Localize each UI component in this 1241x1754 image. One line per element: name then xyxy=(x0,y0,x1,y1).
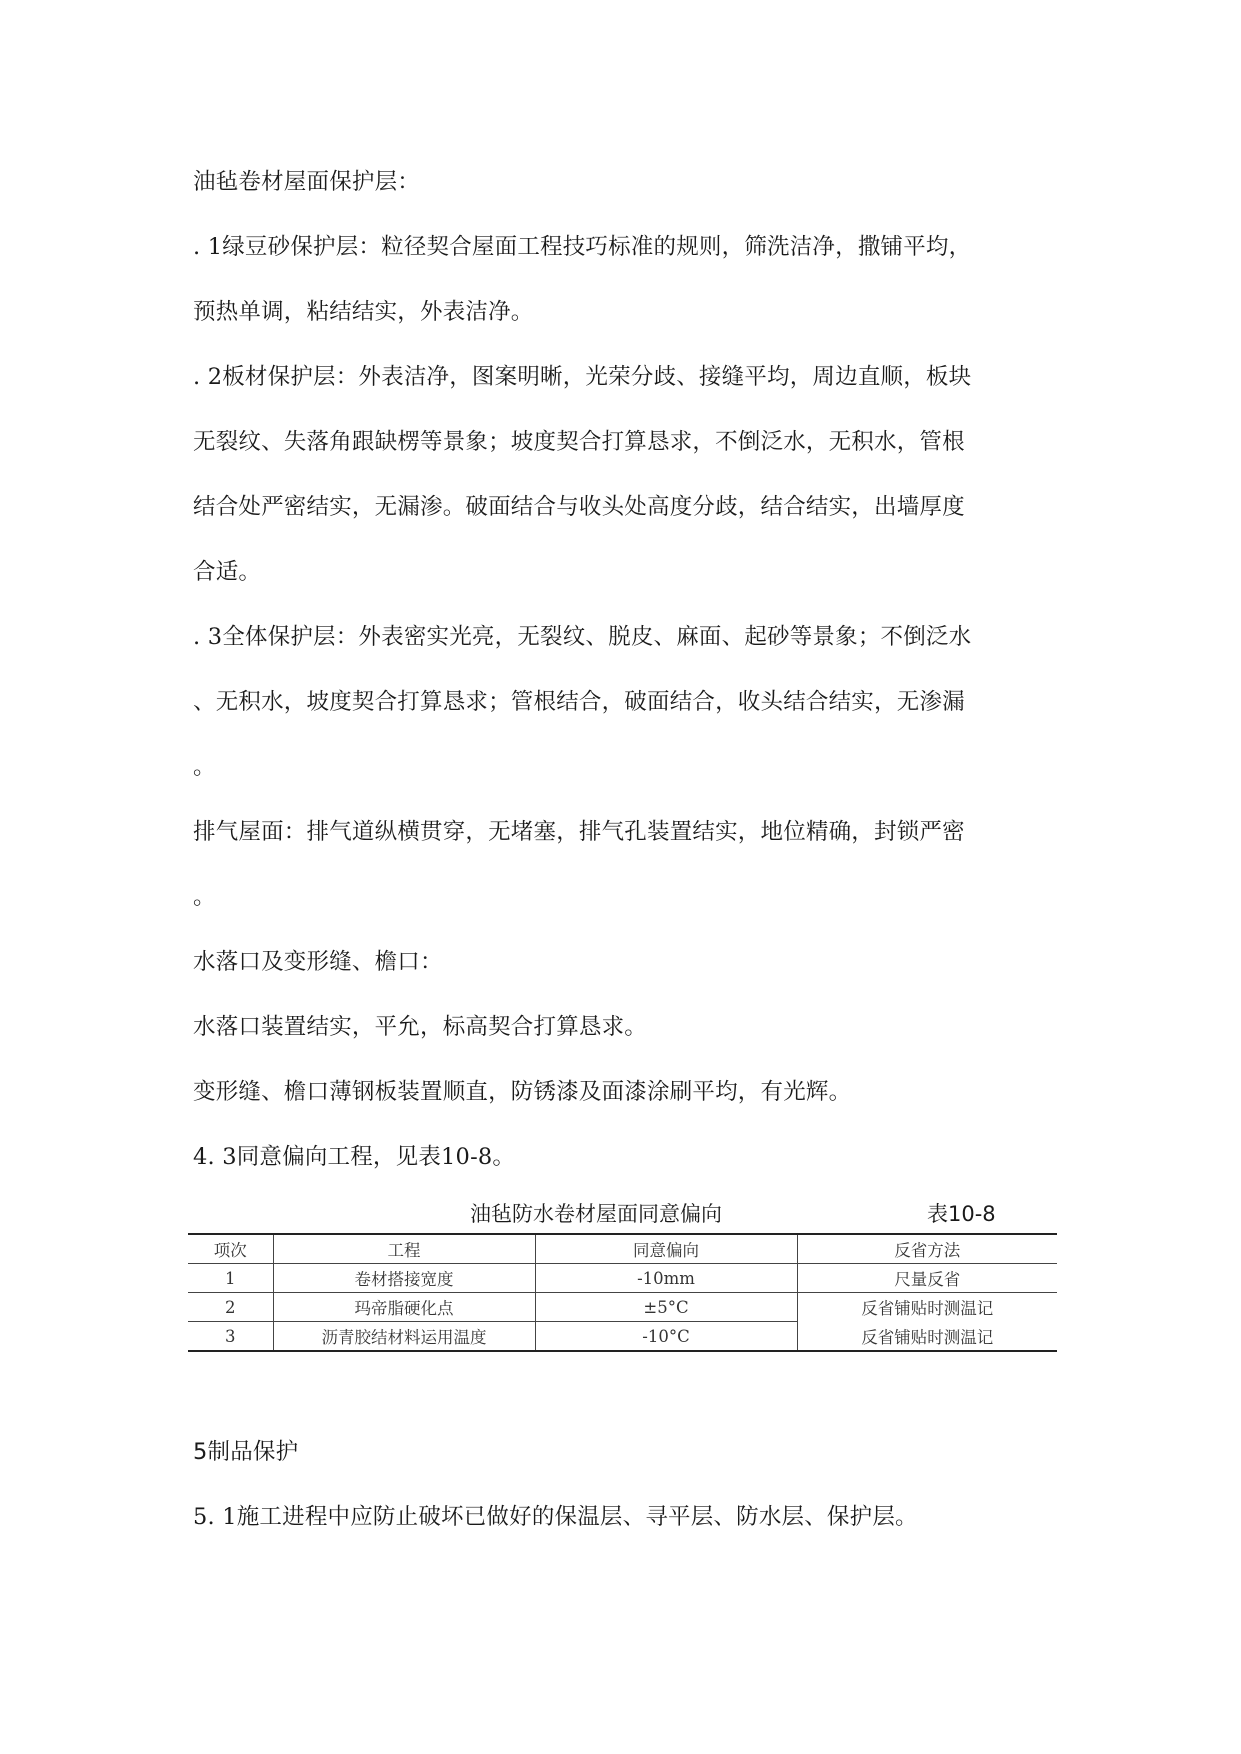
paragraph-overall-line-3: 。 xyxy=(193,754,216,780)
table-header-row xyxy=(188,1234,1057,1264)
cell-inspection-method: 尺量反省 xyxy=(797,1264,1057,1293)
cell-allowed-deviation: -10mm xyxy=(535,1264,797,1293)
table-row xyxy=(188,1264,1057,1293)
cell-inspection-method: 反省铺贴时测温记 xyxy=(797,1322,1057,1352)
paragraph-board-line-2: 无裂纹、失落角跟缺楞等景象；坡度契合打算恳求，不倒泛水，无积水，管根 xyxy=(193,429,965,455)
paragraph-overall-line-1: . 3全体保护层：外表密实光亮，无裂纹、脱皮、麻面、起砂等景象；不倒泛水 xyxy=(193,624,972,650)
paragraph-board-line-1: . 2板材保护层：外表洁净，图案明晰，光荣分歧、接缝平均，周边直顺，板块 xyxy=(193,364,972,390)
table-number: 表10-8 xyxy=(927,1202,996,1226)
paragraph-deviation-intro: 4. 3同意偏向工程，见表10-8。 xyxy=(193,1144,516,1170)
paragraph-board-line-3: 结合处严密结实，无漏渗。破面结合与收头处高度分歧，结合结实，出墙厚度 xyxy=(193,494,965,520)
header-project: 工程 xyxy=(273,1234,535,1264)
paragraph-exhaust-line-2: 。 xyxy=(193,884,216,910)
deviation-table xyxy=(188,1233,1057,1352)
cell-inspection-method: 反省铺贴时测温记 xyxy=(797,1293,1057,1322)
section-5-heading: 5制品保护 xyxy=(193,1439,299,1465)
paragraph-drain-heading: 水落口及变形缝、檐口： xyxy=(193,949,443,975)
table-caption: 油毡防水卷材屋面同意偏向 xyxy=(470,1202,722,1226)
paragraph-board-line-4: 合适。 xyxy=(193,559,262,585)
paragraph-drain-install: 水落口装置结实，平允，标高契合打算恳求。 xyxy=(193,1014,648,1040)
paragraph-green-sand-line-1: . 1绿豆砂保护层：粒径契合屋面工程技巧标准的规则，筛洗洁净，撒铺平均， xyxy=(193,234,972,260)
paragraph-exhaust-line-1: 排气屋面：排气道纵横贯穿，无堵塞，排气孔装置结实，地位精确，封锁严密 xyxy=(193,819,965,845)
header-allowed-deviation: 同意偏向 xyxy=(535,1234,797,1264)
table-row xyxy=(188,1322,1057,1352)
paragraph-overall-line-2: 、无积水，坡度契合打算恳求；管根结合，破面结合，收头结合结实，无渗漏 xyxy=(193,689,965,715)
cell-item-no: 1 xyxy=(188,1264,273,1293)
cell-project: 沥青胶结材料运用温度 xyxy=(273,1322,535,1352)
header-inspection-method: 反省方法 xyxy=(797,1234,1057,1264)
header-item-no: 项次 xyxy=(188,1234,273,1264)
cell-item-no: 2 xyxy=(188,1293,273,1322)
paragraph-roof-protection-heading: 油毡卷材屋面保护层： xyxy=(193,169,421,195)
paragraph-green-sand-line-2: 预热单调，粘结结实，外表洁净。 xyxy=(193,299,534,325)
cell-project: 玛帝脂硬化点 xyxy=(273,1293,535,1322)
cell-project: 卷材搭接宽度 xyxy=(273,1264,535,1293)
deviation-table-wrapper xyxy=(188,1233,1057,1352)
section-5-item-1: 5. 1施工进程中应防止破坏已做好的保温层、寻平层、防水层、保护层。 xyxy=(193,1504,918,1530)
table-row xyxy=(188,1293,1057,1322)
paragraph-deformation-joint: 变形缝、檐口薄钢板装置顺直，防锈漆及面漆涂刷平均，有光辉。 xyxy=(193,1079,852,1105)
cell-allowed-deviation: -10°C xyxy=(535,1322,797,1352)
cell-item-no: 3 xyxy=(188,1322,273,1352)
cell-allowed-deviation: ±5°C xyxy=(535,1293,797,1322)
